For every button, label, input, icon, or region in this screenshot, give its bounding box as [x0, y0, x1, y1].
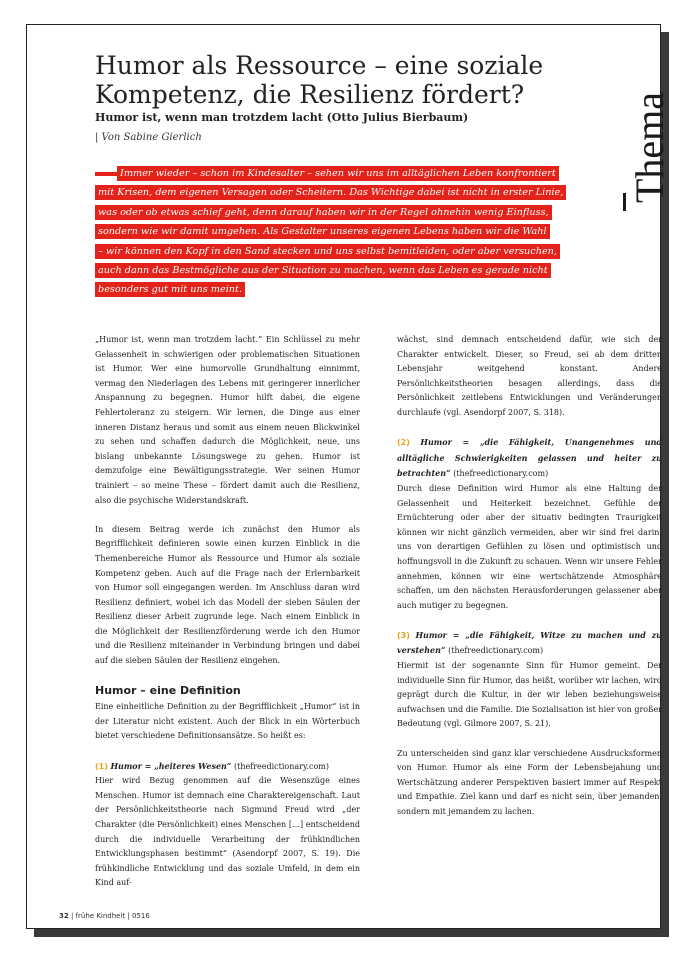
page-number: 32 [59, 912, 69, 920]
magazine-page [26, 24, 672, 929]
section-label-thema [613, 53, 673, 213]
lead-paragraph [95, 164, 595, 300]
definition-1-head [95, 759, 360, 775]
definition-number: (3) [397, 630, 410, 640]
page-footer [59, 912, 150, 920]
lead-line: mit Krisen, dem eigenen Versagen oder Scheitern. Das Wichtige dabei ist nicht in erster Linie, [95, 185, 566, 200]
definition-source: (thefreedictionary.com) [231, 761, 329, 771]
definition-source: (thefreedictionary.com) [445, 646, 544, 656]
section-heading: Humor – eine Definition [95, 684, 241, 698]
body-paragraph: Eine einheitliche Definition zu der Begrifflichkeit „Humor“ ist in der Literatur nicht existent. Auch der Blick in ein Wörterbuch bietet verschiedene Definitionsansätze. So heißt es: [95, 702, 360, 741]
title-line-2: Kompetenz, die Resilienz fördert? [95, 80, 525, 109]
body-paragraph: Zu unterscheiden sind ganz klar verschiedene Ausdrucksformen von Humor. Humor als eine Form der Lebensbejahung und Wertschätzung anderer Perspektiven basiert immer auf Respekt und Empathie. Ziel kann und darf es nicht sein, über jemanden, sondern mit jemandem zu lachen. [397, 748, 662, 816]
definition-1-text: Hier wird Bezug genommen auf die Wesenszüge eines Menschen. Humor ist demnach eine Charaktereigenschaft. Laut der Persönlichkeitstheorie nach Sigmund Freud wird „der Charakter (die Persönlichkeit) eines Menschen […] entscheidend durch die individuelle Verarbeitung der frühkindlichen Entwicklungsphasen bestimmt“ (Asendorpf 2007, S. 19). Die frühkindliche Entwicklung und das soziale Umfeld, in dem ein Kind auf- [95, 776, 360, 888]
article-subtitle: Humor ist, wenn man trotzdem lacht (Otto Julius Bierbaum) [95, 111, 469, 124]
lead-line: auch dann das Bestmögliche aus der Situation zu machen, wenn das Leben es gerade nicht [95, 263, 551, 278]
right-column [397, 333, 662, 834]
lead-line: was oder ob etwas schief geht, denn darauf haben wir in der Regel ohnehin wenig Einfluss, [95, 205, 552, 220]
lead-line: sondern wie wir damit umgehen. Als Gestalter unseres eigenen Lebens haben wir die Wahl [95, 224, 550, 239]
definition-3-text: Hiermit ist der sogenannte Sinn für Humor gemeint. Der individuelle Sinn für Humor, das heißt, worüber wir lachen, wird geprägt durch die Kultur, in der wir leben beziehungsweise aufwachsen und die Familie. Die Sozialisation ist hier von großer Bedeutung (vgl. Gilmore 2007, S. 21). [397, 661, 662, 729]
definition-number: (2) [397, 438, 410, 448]
definition-2-text: Durch diese Definition wird Humor als eine Haltung der Gelassenheit und Heiterkeit bezeichnet. Gefühle der Ernüchterung oder aber der situativ bedingten Traurigkeit können wir nicht gänzlich vermeiden, aber wir sind frei darin, uns von derartigen Gefühlen zu lösen und optimistisch und hoffnungsvoll in die Zukunft zu schauen. Wenn wir unsere Fehler annehmen, können wir eine wertschätzende Atmosphäre schaffen, um den nächsten Herausforderungen gelassener aber auch mutiger zu begegnen. [397, 483, 662, 610]
section-label-rule [623, 193, 626, 211]
lead-line: besonders gut mit uns meint. [95, 282, 245, 297]
definition-3-head [397, 628, 662, 659]
left-column [95, 333, 360, 906]
lead-line: Immer wieder – schon im Kindesalter – sehen wir uns im alltäglichen Leben konfrontiert [117, 166, 559, 181]
definition-term: Humor = „heiteres Wesen“ [110, 760, 232, 771]
body-paragraph: wächst, sind demnach entscheidend dafür, wie sich der Charakter entwickelt. Dieser, so Freud, sei ab dem dritten Lebensjahr weitgehend konstant. Andere Persönlichkeitstheorien besagen allerdings, dass die Persönlichkeit zeitlebens Entwicklungen und Veränderungen durchlaufe (vgl. Asendorpf 2007, S. 318). [397, 335, 662, 417]
definition-term: Humor = „die Fähigkeit, Unangenehmes und alltägliche Schwierigkeiten gelassen und heiter zu betrachten“ [397, 437, 662, 479]
definition-term: Humor = „die Fähigkeit, Witze zu machen und zu verstehen“ [397, 629, 662, 656]
lead-line: – wir können den Kopf in den Sand stecken und uns selbst bemitleiden, oder aber versuchen, [95, 244, 560, 259]
body-paragraph: In diesem Beitrag werde ich zunächst den Humor als Begrifflichkeit definieren sowie einen kurzen Einblick in die Themenbereiche Humor als Ressource und Humor als soziale Kompetenz geben. Auch auf die Frage nach der Erlernbarkeit von Humor soll eingegangen werden. Im Anschluss daran wird Resilienz definiert, wobei ich das Modell der sieben Säulen der Resilienz dieser Arbeit zugrunde lege. Nach einem Einblick in die Möglichkeit der Resilienzförderung werde ich den Humor und die Resilienz miteinander in Verbindung bringen und dabei auf die sieben Säulen der Resilienz eingehen. [95, 524, 360, 666]
definition-2-head [397, 435, 662, 482]
article-title [95, 51, 595, 109]
definition-number: (1) [95, 761, 108, 771]
author-line: | Von Sabine Gierlich [95, 132, 202, 143]
body-paragraph: „Humor ist, wenn man trotzdem lacht.“ Ein Schlüssel zu mehr Gelassenheit in schwierigen oder problematischen Situationen ist Humor. Wer eine humorvolle Grundhaltung einnimmt, vermag den Niederlagen des Lebens mit geringerer innerlicher Anspannung zu begegnen. Humor hilft dabei, die eigene Fehlertoleranz zu steigern. Wir lernen, die Dinge aus einer inneren Distanz heraus und somit aus einem neuen Blickwinkel zu sehen und schaffen dadurch die Möglichkeit, neue, uns bislang unbekannte Lösungswege zu gehen. Humor ist demzufolge eine Bewältigungsstrategie. Wer seinen Humor trainiert – so meine These – fördert damit auch die Resilienz, also die psychische Widerstandskraft. [95, 335, 360, 505]
title-line-1: Humor als Ressource – eine soziale [95, 51, 544, 80]
section-label-text: Thema [627, 91, 672, 203]
publication-info: | frühe Kindheit | 0516 [70, 912, 150, 920]
definition-source: (thefreedictionary.com) [450, 469, 549, 479]
